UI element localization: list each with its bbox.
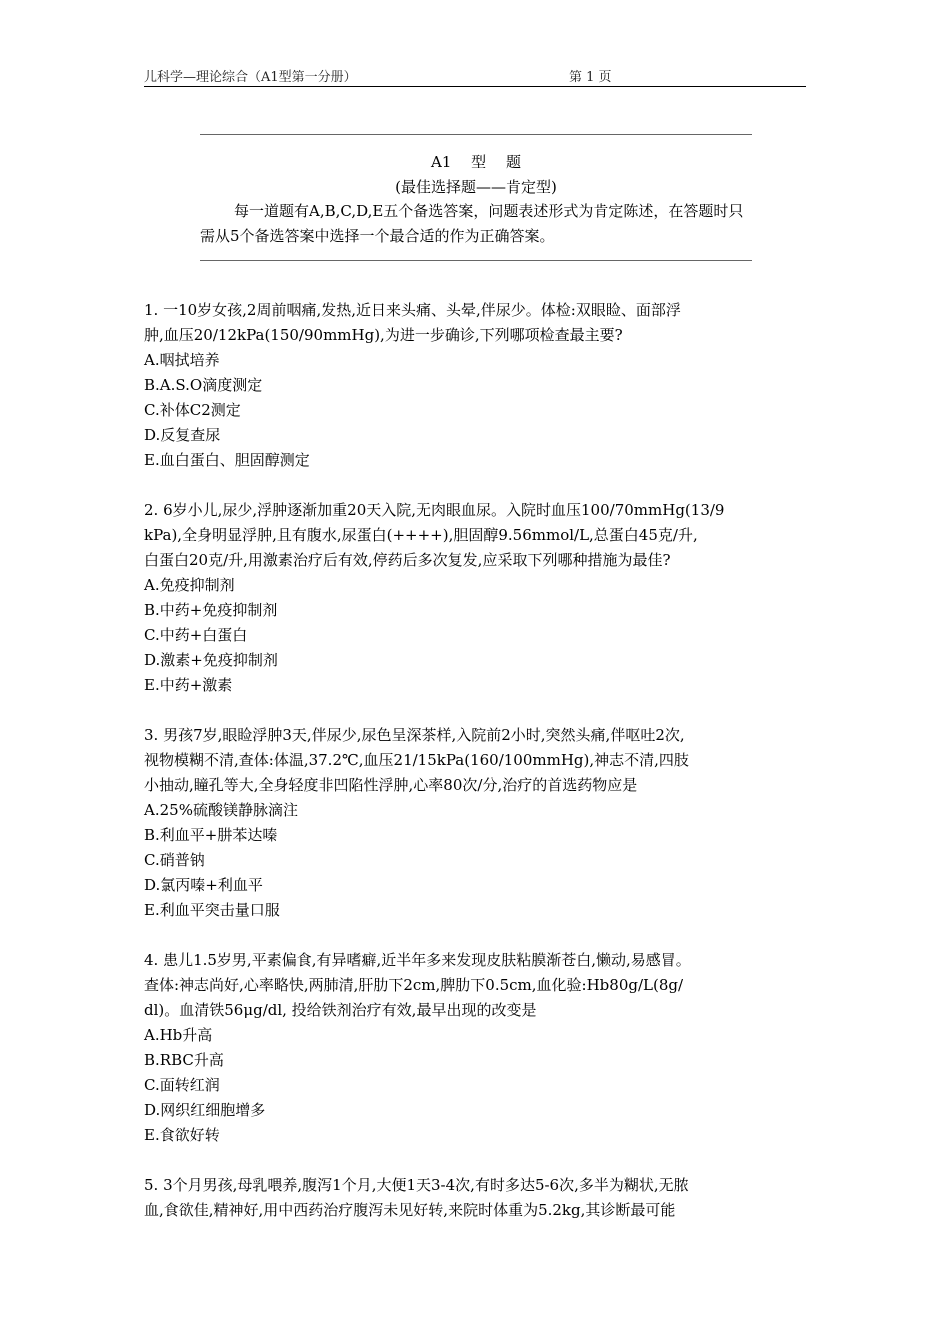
- question-stem-line: dl)。血清铁56μg/dl, 投给铁剂治疗有效,最早出现的改变是: [144, 1001, 537, 1019]
- answer-option: C.硝普钠: [144, 851, 205, 869]
- question-stem-line: 视物模糊不清,查体:体温,37.2℃,血压21/15kPa(160/100mmHg),神志不清,四肢: [144, 751, 689, 769]
- section-instructions: 每一道题有A,B,C,D,E五个备选答案，问题表述形式为肯定陈述，在答题时只需从5个备选答案中选择一个最合适的作为正确答案。: [200, 202, 744, 245]
- answer-option: B.RBC升高: [144, 1051, 224, 1069]
- question-stem-line: 5. 3个月男孩,母乳喂养,腹泻1个月,大便1天3-4次,有时多达5-6次,多半为糊状,无脓: [144, 1176, 689, 1194]
- answer-option: B.A.S.O滴度测定: [144, 376, 263, 394]
- answer-option: E.利血平突击量口服: [144, 901, 280, 919]
- answer-option: A.Hb升高: [144, 1026, 213, 1044]
- question-1: [144, 298, 774, 473]
- question-stem-line: 4. 患儿1.5岁男,平素偏食,有异嗜癖,近半年多来发现皮肤粘膜渐苍白,懒动,易感冒。: [144, 951, 691, 969]
- question-3: [144, 723, 774, 923]
- answer-option: D.激素+免疫抑制剂: [144, 651, 278, 669]
- question-stem-line: 小抽动,瞳孔等大,全身轻度非凹陷性浮肿,心率80次/分,治疗的首选药物应是: [144, 776, 638, 794]
- question-5: [144, 1173, 774, 1223]
- answer-option: E.食欲好转: [144, 1126, 220, 1144]
- page-header: [144, 66, 806, 87]
- question-stem-line: 1. 一10岁女孩,2周前咽痛,发热,近日来头痛、头晕,伴尿少。体检:双眼睑、面部浮: [144, 301, 681, 319]
- question-stem-line: kPa),全身明显浮肿,且有腹水,尿蛋白(++++),胆固醇9.56mmol/L,总蛋白45克/升,: [144, 526, 698, 544]
- answer-option: A.咽拭培养: [144, 351, 220, 369]
- answer-option: E.中药+激素: [144, 676, 233, 694]
- answer-option: B.中药+免疫抑制剂: [144, 601, 278, 619]
- answer-option: C.中药+白蛋白: [144, 626, 248, 644]
- answer-option: A.免疫抑制剂: [144, 576, 235, 594]
- answer-option: D.网织红细胞增多: [144, 1101, 266, 1119]
- answer-option: D.反复查尿: [144, 426, 221, 444]
- answer-option: D.氯丙嗪+利血平: [144, 876, 263, 894]
- question-stem-line: 2. 6岁小儿,尿少,浮肿逐渐加重20天入院,无肉眼血尿。入院时血压100/70mmHg(13/9: [144, 501, 725, 519]
- section-divider-top: [200, 134, 752, 136]
- question-stem-line: 3. 男孩7岁,眼睑浮肿3天,伴尿少,尿色呈深茶样,入院前2小时,突然头痛,伴呕吐2次,: [144, 726, 685, 744]
- question-4: [144, 948, 774, 1148]
- question-list: [144, 298, 774, 1248]
- answer-option: C.面转红润: [144, 1076, 220, 1094]
- question-stem-line: 查体:神志尚好,心率略快,两肺清,肝肋下2cm,脾肋下0.5cm,血化验:Hb80g/L(8g/: [144, 976, 684, 994]
- question-stem-line: 血,食欲佳,精神好,用中西药治疗腹泻未见好转,来院时体重为5.2kg,其诊断最可能: [144, 1201, 676, 1219]
- section-subtitle: (最佳选择题——肯定型): [395, 178, 557, 196]
- answer-option: B.利血平+肼苯达嗪: [144, 826, 278, 844]
- answer-option: C.补体C2测定: [144, 401, 241, 419]
- question-2: [144, 498, 774, 698]
- document-title: 儿科学—理论综合（A1型第一分册）: [144, 70, 357, 85]
- answer-option: E.血白蛋白、胆固醇测定: [144, 451, 310, 469]
- answer-option: A.25%硫酸镁静脉滴注: [144, 801, 298, 819]
- section-title: A1 型 题: [431, 153, 521, 171]
- page-number: 第 1 页: [569, 70, 612, 85]
- section-divider-bottom: [200, 260, 752, 262]
- question-stem-line: 白蛋白20克/升,用激素治疗后有效,停药后多次复发,应采取下列哪种措施为最佳?: [144, 551, 671, 569]
- question-stem-line: 肿,血压20/12kPa(150/90mmHg),为进一步确诊,下列哪项检查最主要?: [144, 326, 623, 344]
